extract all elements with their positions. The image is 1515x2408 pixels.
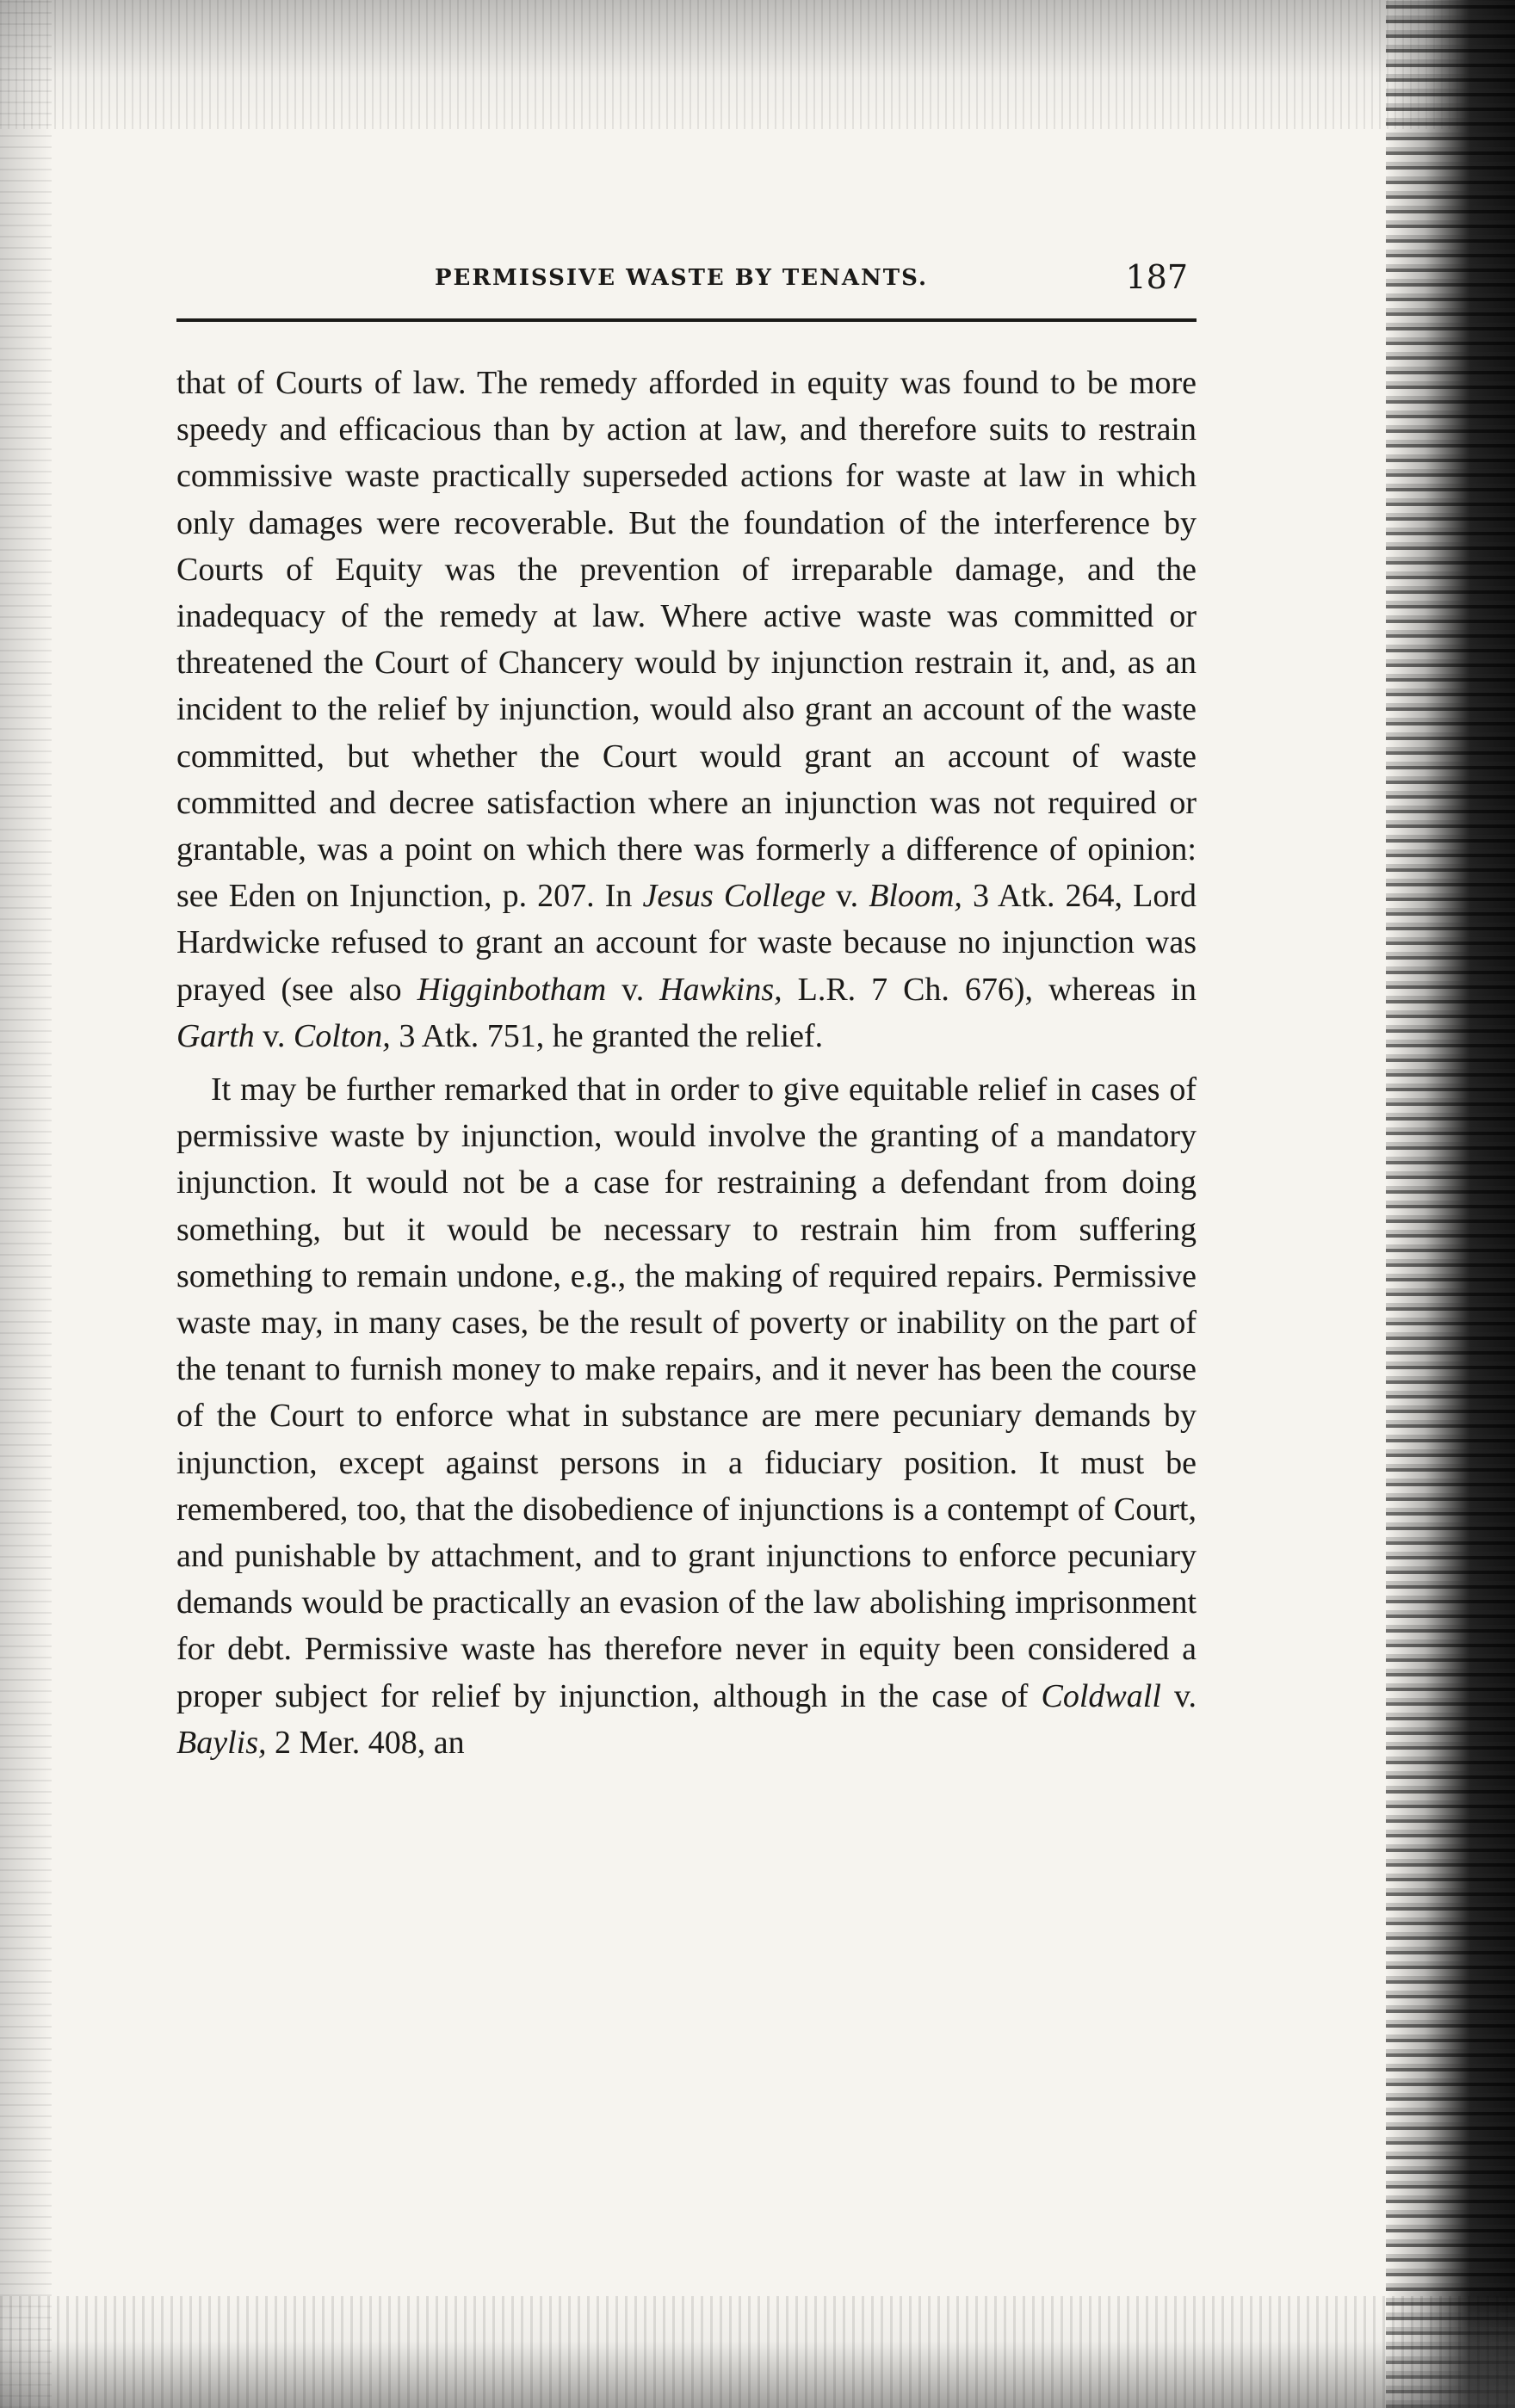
page-number: 187 <box>1125 258 1188 296</box>
paragraph <box>176 1066 1197 1766</box>
case-name: Colton, <box>293 1017 391 1054</box>
text-run: 3 Atk. 751, he granted the relief. <box>390 1017 824 1054</box>
text-run: that of Courts of law. The remedy afforded in equity was found to be more speedy and efficacious than by action at law, and therefore suits to restrain commissive waste practically superseded actions for waste at law in which only damages were recoverable. But the foundation of the interference by Courts of Equity was the prevention of irreparable damage, and the inadequacy of the remedy at law. Where active waste was committed or threatened the Court of Chancery would by injunction restrain it, and, as an incident to the relief by injunction, would also grant an account of the waste committed, but whether the Court would grant an account of waste committed and decree satisfaction where an injunction was not required or grantable, was a point on which there was formerly a difference of opinion: see Eden on Injunction, p. 207. In <box>176 365 1197 915</box>
running-title: PERMISSIVE WASTE BY TENANTS. <box>435 265 929 291</box>
scan-edge-top <box>0 0 1515 129</box>
body-text <box>176 360 1197 1766</box>
text-run: L.R. 7 Ch. 676), whereas in <box>782 971 1197 1008</box>
case-name: Coldwall <box>1041 1677 1161 1714</box>
scan-edge-left <box>0 0 52 2408</box>
text-run: 3 Atk. 264, Lord Hardwicke refused to grant an account for waste because no injunction was prayed (see also <box>176 878 1197 1008</box>
book-page <box>176 258 1197 1766</box>
case-name: Higginbotham <box>417 971 607 1008</box>
scan-edge-bottom <box>0 2296 1515 2408</box>
scan-edge-right <box>1386 0 1515 2408</box>
case-name: Garth <box>176 1017 255 1054</box>
running-head <box>176 258 1197 310</box>
case-name: Hawkins, <box>659 971 782 1008</box>
case-name: Bloom, <box>869 878 962 915</box>
text-run: v. <box>1160 1677 1197 1714</box>
text-run: v. <box>606 971 660 1008</box>
text-run: v. <box>826 878 869 915</box>
case-name: Jesus College <box>642 878 826 915</box>
text-run: v. <box>254 1017 294 1054</box>
text-run: 2 Mer. 408, an <box>266 1724 465 1761</box>
text-run: It may be further remarked that in order to give equitable relief in cases of permissive waste by injunction, would involve the granting of a mandatory injunction. It would not be a case for restraining a defendant from doing something, but it would be necessary to restrain him from suffering something to remain undone, e.g., the making of required repairs. Permissive waste may, in many cases, be the result of poverty or inability on the part of the tenant to furnish money to make repairs, and it never has been the course of the Court to enforce what in substance are mere pecuniary demands by injunction, except against persons in a fiduciary position. It must be remembered, too, that the disobedience of injunctions is a contempt of Court, and punishable by attachment, and to grant injunctions to enforce pecuniary demands would be practically an evasion of the law abolishing imprisonment for debt. Permissive waste has therefore never in equity been considered a proper subject for relief by injunction, although in the case of <box>176 1071 1197 1714</box>
paragraph <box>176 360 1197 1059</box>
case-name: Baylis, <box>176 1724 267 1761</box>
header-rule <box>176 318 1197 322</box>
